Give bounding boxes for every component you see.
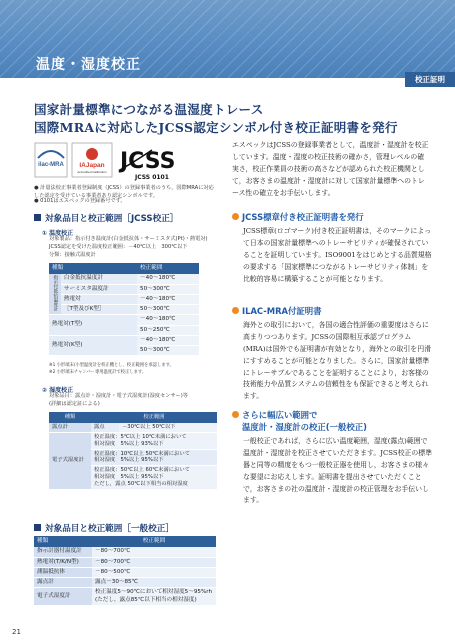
humid-row-range: －30℃以上 50℃以下	[119, 423, 217, 432]
logo-note-2: ● 0101はエスペックの登録番号です。	[34, 198, 126, 204]
general-row-type: 熱電対(T/K/N型)	[34, 557, 92, 567]
temp-th-range: 校正範囲	[137, 263, 199, 274]
orange-bullet-icon	[232, 213, 239, 220]
temp-table	[49, 263, 199, 356]
temp-group-label: 指示付抵抗温度計	[49, 274, 61, 315]
square-bullet-icon	[34, 524, 41, 531]
temp-row-type: 白金抵抗温度計	[61, 274, 137, 284]
right-section2-body: 海外との取引において，各国の適合性評価の重要度はさらに高まりつつあります。JCSSの国際相互承認プログラム(MRA)は国外でも証明書が有効となり，海外との取引を円滑にすすめることが可能となりました。さらに，国家計量標準にトレーサブルであることを証明することにより，お客様の技術能力や品質システムの信頼性をも保証できると考えられます。	[243, 321, 431, 401]
logo-note-1: ● 計量法校正事業者登録制度（JCSS）の登録事業者のうち，国際MRAに対応した認定を受けている事業者あり認定シンボルです。	[34, 185, 214, 200]
right-section3-title-line1: さらに幅広い範囲で	[242, 410, 318, 420]
general-section-title	[34, 522, 174, 534]
temp-row-type: 熱電対(K型)	[49, 335, 137, 356]
temp-footnote-1: ※1 小形端末/小型温度計を校正機とし、校正範囲を承認します。	[49, 363, 174, 368]
humid-table	[49, 412, 217, 490]
humid-row-label: 露点	[91, 423, 119, 432]
temp-row-range: 50～300℃	[137, 305, 199, 315]
right-section2-title-text: ILAC-MRA付証明書	[242, 306, 322, 316]
humid-row-type: 電子式湿度計	[49, 432, 91, 489]
right-section1-body: JCSS標章(ロゴマーク)付き校正証明書は，そのマークによって日本の国家計量標準へのトレーサビリティが確保されていることを証明しています。ISO9001をはじめとする品質規格の要求する「国家標準につながるトレーサビリティ体制」を比較的容易に構築することが可能となります。	[243, 227, 432, 283]
intro-text: エスペックはJCSSの登録事業者として，温度計・湿度計を校正しています。温度・湿度の校正技術の確かさ，管理レベルの確実さ，校正作業員の技術の高さなどが認められた校正機関として，お客さまの温度計・湿度計に対して国家計量標準へのトレース性の確立をお手伝いします。	[232, 141, 429, 197]
category-tag: 校正証明	[405, 72, 455, 87]
general-section-title-text: 対象品目と校正範囲［一般校正］	[45, 524, 174, 534]
temp-row-type: サーミスタ温度計	[61, 284, 137, 294]
svg-text:Accredited Calibration: Accredited Calibration	[77, 170, 107, 174]
temp-row-range: 50～250℃	[137, 325, 199, 335]
humid-calib-title: ② 湿度校正	[42, 387, 74, 394]
right-section3-body: 一般校正であれば，さらに広い温度範囲，湿度(露点)範囲で温度計・湿度計を校正させていただきます。JCSS校正の標準器と同等の精度をもつ一般校正器を使用し，お客さまの様々な要望にお応えします。証明書を提出させていただくことで，お客さまの社の温度計・湿度計の校正管理をお手伝いします。	[243, 437, 433, 505]
general-row-range: －80～700℃	[92, 547, 216, 557]
page-number: 21	[12, 628, 21, 636]
headline-line1: 国家計量標準につながる温湿度トレース	[34, 102, 264, 117]
temp-row-range: 50～300℃	[137, 346, 199, 356]
temp-row-range: 50～300℃	[137, 284, 199, 294]
right-section3-title	[232, 410, 317, 421]
temp-row-range: －40～180℃	[137, 315, 199, 325]
humid-row-type: 露点計	[49, 423, 91, 432]
temp-row-range: －40～180℃	[137, 335, 199, 345]
svg-text:ilac-MRA: ilac-MRA	[38, 162, 64, 168]
temp-calib-title: ① 温度校正	[42, 230, 74, 237]
general-row-range: 校正温度5～90℃において相対湿度5～95%rh (ただし，露点85℃以下相当の相対湿度)	[92, 588, 216, 606]
jcss-section-title	[34, 212, 178, 224]
general-row-type: 指示計器付温度計	[34, 547, 92, 557]
temp-row-range: －40～180℃	[137, 294, 199, 304]
general-th-range: 校正範囲	[92, 536, 216, 547]
accreditation-logos	[34, 140, 199, 182]
temp-row-range: －40～180℃	[137, 274, 199, 284]
headline-line2: 国際MRAに対応したJCSS認定シンボル付き校正証明書を発行	[34, 120, 398, 135]
general-row-type: 電子式湿度計	[34, 588, 92, 606]
humid-row-label: 校正温度：5℃以上 10℃未満において 相対湿度 5%以上 93%以下	[91, 432, 217, 449]
general-row-range: －80～500℃	[92, 567, 216, 577]
page-title: 温度・湿度校正	[36, 57, 141, 73]
svg-text:IAJapan: IAJapan	[79, 162, 105, 169]
svg-text:JCSS: JCSS	[120, 149, 176, 174]
right-section3-title-line2: 温度計・湿度計の校正(一般校正)	[242, 422, 367, 432]
right-section1-title-text: JCSS標章付き校正証明書を発行	[242, 212, 364, 222]
jcss-section-title-text: 対象品目と校正範囲［JCSS校正］	[45, 214, 179, 224]
humid-th-type: 種類	[49, 412, 91, 423]
humid-row-label: 校正温度：50℃以上 60℃未満において 相対湿度 5%以上 95%以下 ただし，露点 50℃以下相当の相対湿度	[91, 466, 217, 490]
general-row-type: 露点計	[34, 578, 92, 588]
orange-bullet-icon	[232, 307, 239, 314]
right-section2-title	[232, 306, 322, 317]
square-bullet-icon	[34, 214, 41, 221]
temp-row-type: 熱電対(T型)	[49, 315, 137, 336]
temp-footnote-2: ※2 小形端末チャンバー専用温度計で校正します。	[49, 370, 147, 375]
right-section1-title	[232, 212, 364, 223]
general-table	[34, 536, 216, 606]
humid-row-label: 校正温度：10℃以上 50℃未満において 相対湿度 5%以上 95%以下	[91, 449, 217, 466]
temp-row-type: ［T型及びK型］	[61, 305, 137, 315]
general-row-range: 露点－30～85℃	[92, 578, 216, 588]
general-row-type: 測温抵抗体	[34, 567, 92, 577]
general-th-type: 種類	[34, 536, 92, 547]
logo-row-graphic	[34, 140, 199, 182]
temp-th-type: 種類	[49, 263, 137, 274]
temp-calib-desc: 対象製品：指示付き温度計(白金抵抗体・サーミスタ式(Pt)・熱電対) JCSS認定を受けた温度校正範囲：－40℃以上 300℃以下 分類：接触式温度計	[49, 236, 208, 258]
humid-calib-desc: 対象品目：露点計・湿度計・電子式湿度計(湿度センサー)等 (詳細は認定証による)	[49, 393, 188, 407]
humid-th-range: 校正範囲	[91, 412, 217, 423]
orange-bullet-icon	[232, 411, 239, 418]
temp-row-type: 熱電対	[61, 294, 137, 304]
svg-text:JCSS 0101: JCSS 0101	[135, 174, 169, 181]
general-row-range: －80～700℃	[92, 557, 216, 567]
